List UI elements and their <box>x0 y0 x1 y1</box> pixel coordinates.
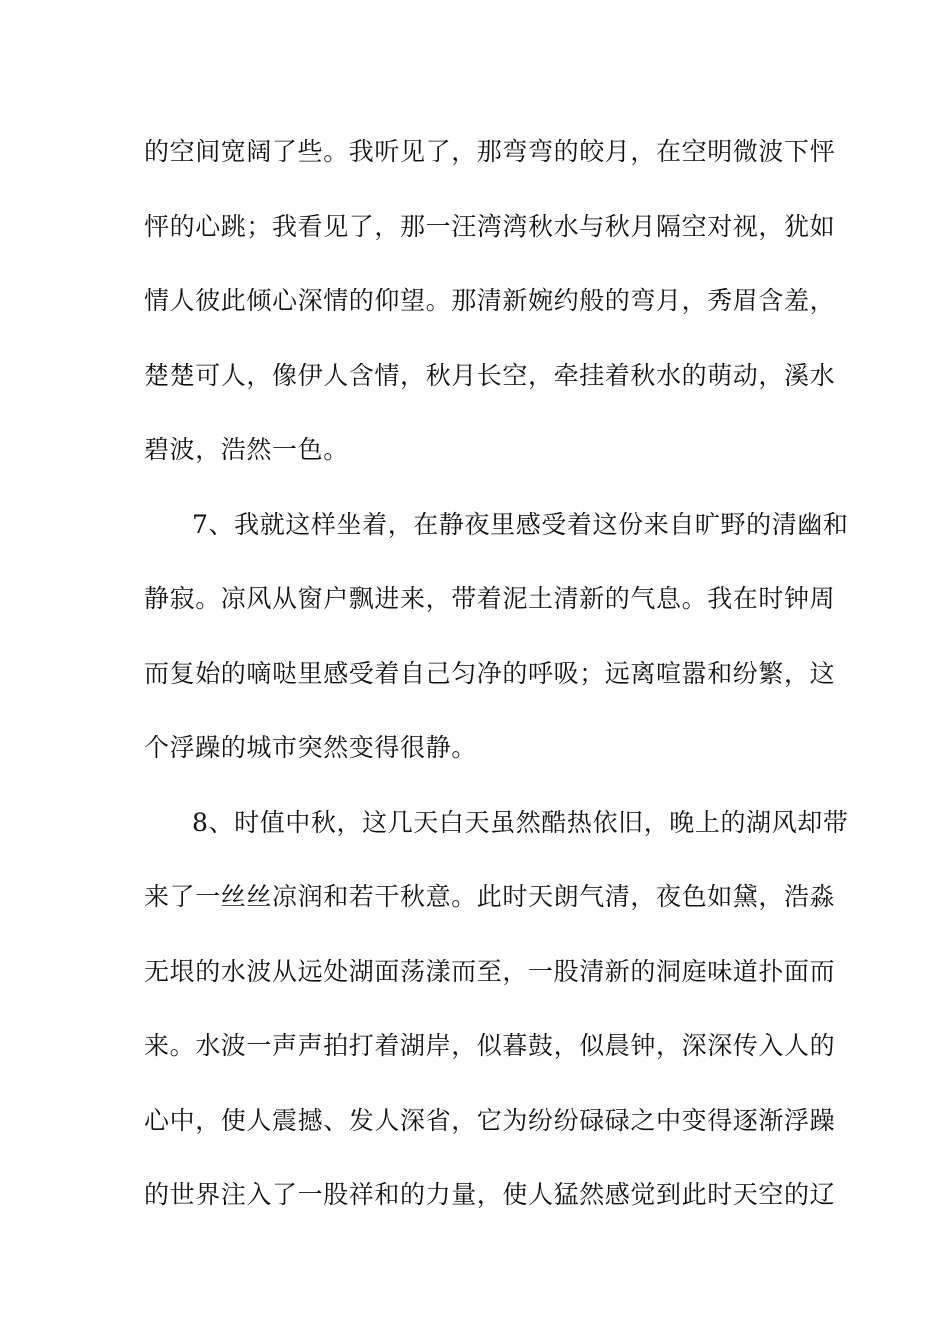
text-line: 无垠的水波从远处湖面荡漾而至，一股清新的洞庭味道扑面而 <box>144 957 836 986</box>
text-line: 心中，使人震撼、发人深省，它为纷纷碌碌之中变得逐渐浮躁 <box>144 1106 836 1135</box>
text-line: 碧波，浩然一色。 <box>144 435 349 464</box>
text-line: 情人彼此倾心深情的仰望。那清新婉约般的弯月，秀眉含羞， <box>144 286 836 315</box>
text-line: 怦的心跳；我看见了，那一汪湾湾秋水与秋月隔空对视，犹如 <box>144 212 836 241</box>
text-line: 的世界注入了一股祥和的力量，使人猛然感觉到此时天空的辽 <box>144 1180 836 1209</box>
text-line: 来了一丝丝凉润和若干秋意。此时天朗气清，夜色如黛，浩淼 <box>144 882 836 911</box>
paragraph-first-line: 7、我就这样坐着，在静夜里感受着这份来自旷野的清幽和 <box>192 510 849 539</box>
text-line: 静寂。凉风从窗户飘进来，带着泥土清新的气息。我在时钟周 <box>144 584 836 613</box>
text-line: 个浮躁的城市突然变得很静。 <box>144 733 477 762</box>
text-line: 楚楚可人，像伊人含情，秋月长空，牵挂着秋水的萌动，溪水 <box>144 361 836 390</box>
paragraph-first-line: 8、时值中秋，这几天白天虽然酷热依旧，晚上的湖风却带 <box>192 808 849 837</box>
text-line: 而复始的嘀哒里感受着自己匀净的呼吸；远离喧嚣和纷繁，这 <box>144 659 836 688</box>
text-line: 的空间宽阔了些。我听见了，那弯弯的皎月，在空明微波下怦 <box>144 137 836 166</box>
text-line: 来。水波一声声拍打着湖岸，似暮鼓，似晨钟，深深传入人的 <box>144 1031 836 1060</box>
